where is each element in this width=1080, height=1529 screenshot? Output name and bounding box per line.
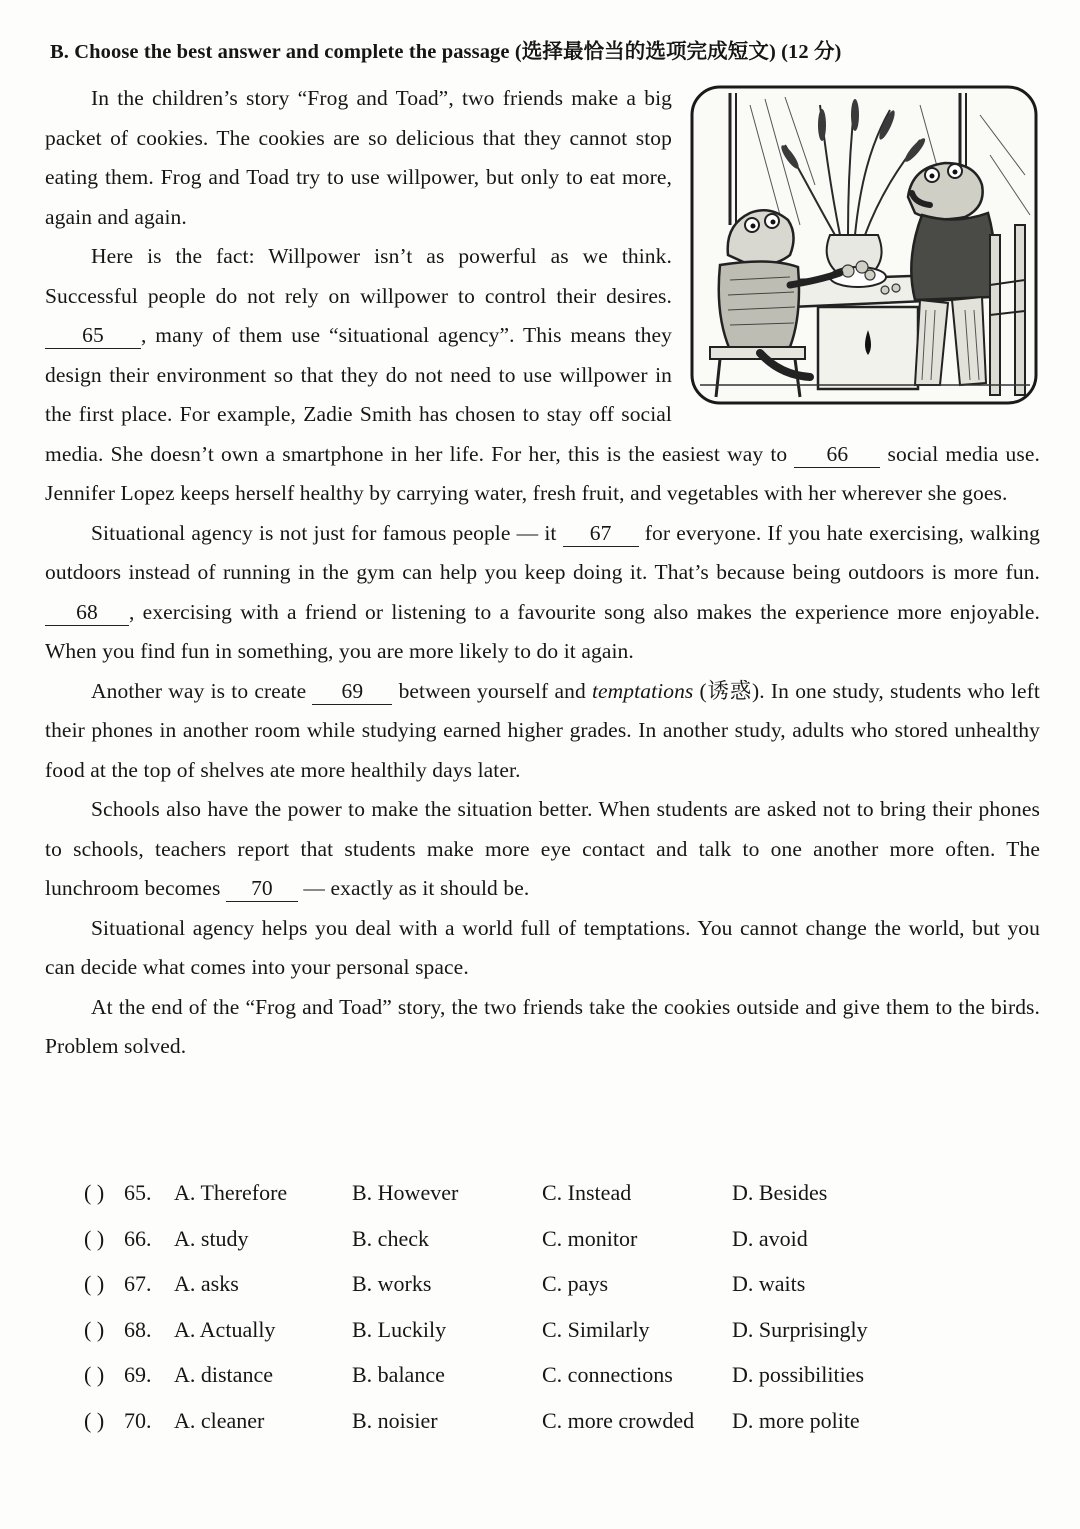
- option-c[interactable]: C. monitor: [542, 1225, 638, 1251]
- answer-bracket[interactable]: ( ): [84, 1407, 105, 1433]
- question-row-70: [84, 1408, 984, 1454]
- blank-66[interactable]: 66: [794, 441, 880, 468]
- question-row-66: [84, 1226, 984, 1272]
- multiple-choice-options: [84, 1180, 984, 1454]
- blank-69[interactable]: 69: [312, 678, 392, 705]
- question-row-65: [84, 1180, 984, 1226]
- paragraph-3-text-c: , exercising with a friend or listening to a favourite song also makes the experience more enjoyable. When you find fun in something, you are more likely to do it again.: [45, 599, 1040, 663]
- paragraph-7: At the end of the “Frog and Toad” story, the two friends take the cookies outside and give them to the birds. Problem solved.: [45, 994, 1040, 1058]
- answer-bracket[interactable]: ( ): [84, 1362, 105, 1388]
- option-d[interactable]: D. avoid: [732, 1225, 808, 1251]
- answer-bracket[interactable]: ( ): [84, 1180, 105, 1205]
- paragraph-6: Situational agency helps you deal with a world full of temptations. You cannot change the world, but you can decide what comes into your personal space.: [45, 915, 1040, 979]
- option-a[interactable]: A. asks: [174, 1271, 239, 1297]
- option-d[interactable]: D. waits: [732, 1271, 806, 1297]
- question-number: 66.: [124, 1225, 152, 1251]
- blank-67[interactable]: 67: [563, 520, 639, 547]
- question-number: 65.: [124, 1180, 152, 1205]
- question-number: 68.: [124, 1316, 152, 1342]
- option-c[interactable]: C. Similarly: [542, 1316, 650, 1342]
- question-row-69: [84, 1362, 984, 1408]
- question-number: 69.: [124, 1362, 152, 1388]
- paragraph-2-text-b: , many of them use “situational agency”. This means they design their environment so that they do not need to use willpower in the first place. For example, Zadie Smith has chosen to stay off social media. She doesn’t own a smartphone in her life. For her, this is the easiest way to: [45, 323, 788, 466]
- paragraph-4-text-b: between yourself and: [398, 678, 586, 703]
- frog-and-toad-eating-cookies-illustration: [690, 85, 1040, 407]
- paragraph-3: [45, 514, 1040, 672]
- question-row-68: [84, 1317, 984, 1363]
- option-c[interactable]: C. connections: [542, 1362, 673, 1388]
- paragraph-2-text-a: Here is the fact: Willpower isn’t as powerful as we think. Successful people do not rely on willpower to control their desires.: [45, 244, 672, 308]
- answer-bracket[interactable]: ( ): [84, 1271, 105, 1297]
- option-b[interactable]: B. noisier: [352, 1407, 438, 1433]
- question-row-67: [84, 1271, 984, 1317]
- option-d[interactable]: D. more polite: [732, 1407, 860, 1433]
- paragraph-5-text-a: Schools also have the power to make the situation better. When students are asked not to bring their phones to schools, teachers report that students make more eye contact and talk to one another more often. The lunchroom becomes: [45, 797, 1040, 900]
- option-a[interactable]: A. study: [174, 1225, 249, 1251]
- paragraph-2-text-c: social media use. Jennifer Lopez keeps herself healthy by carrying water, fresh fruit, and vegetables with her wherever she goes.: [45, 441, 1040, 505]
- blank-65[interactable]: 65: [45, 322, 141, 349]
- option-a[interactable]: A. distance: [174, 1362, 273, 1388]
- option-b[interactable]: B. check: [352, 1225, 429, 1251]
- option-a[interactable]: A. Therefore: [174, 1180, 288, 1205]
- option-c[interactable]: C. Instead: [542, 1180, 632, 1205]
- paragraph-5-text-b: — exactly as it should be.: [303, 876, 530, 900]
- paragraph-4-text-a: Another way is to create: [91, 678, 307, 703]
- temptations-italic: temptations: [591, 678, 694, 703]
- question-number: 67.: [124, 1271, 152, 1297]
- option-b[interactable]: B. works: [352, 1271, 432, 1297]
- paragraph-4: [45, 672, 1040, 791]
- option-d[interactable]: D. Surprisingly: [732, 1316, 868, 1342]
- section-heading: B. Choose the best answer and complete the passage (选择最恰当的选项完成短文) (12 分): [50, 41, 842, 63]
- blank-70[interactable]: 70: [226, 875, 298, 902]
- blank-68[interactable]: 68: [45, 599, 129, 626]
- reading-passage: [45, 79, 1040, 1067]
- option-b[interactable]: B. balance: [352, 1362, 445, 1388]
- option-b[interactable]: B. Luckily: [352, 1316, 447, 1342]
- answer-bracket[interactable]: ( ): [84, 1225, 105, 1251]
- paragraph-3-text-b: for everyone. If you hate exercising, walking outdoors instead of running in the gym can help you keep doing it. That’s because being outdoors is more fun.: [45, 520, 1040, 584]
- question-number: 70.: [124, 1407, 152, 1433]
- paragraph-5: [45, 790, 1040, 909]
- option-c[interactable]: C. pays: [542, 1271, 608, 1297]
- option-d[interactable]: D. Besides: [732, 1180, 828, 1205]
- option-c[interactable]: C. more crowded: [542, 1407, 695, 1433]
- paragraph-1: In the children’s story “Frog and Toad”, two friends make a big packet of cookies. The cookies are so delicious that they cannot stop eating them. Frog and Toad try to use willpower, but only to eat more, again and again.: [45, 86, 672, 229]
- option-b[interactable]: B. However: [352, 1180, 459, 1205]
- paragraph-4-text-d: (诱惑). In one study, students who left their phones in another room while studying earned higher grades. In another study, adults who stored unhealthy food at the top of shelves ate more healthily days later.: [45, 678, 1040, 782]
- answer-bracket[interactable]: ( ): [84, 1316, 105, 1342]
- option-a[interactable]: A. Actually: [174, 1316, 276, 1342]
- paragraph-3-text-a: Situational agency is not just for famous people — it: [91, 520, 557, 545]
- option-d[interactable]: D. possibilities: [732, 1362, 865, 1388]
- option-a[interactable]: A. cleaner: [174, 1407, 265, 1433]
